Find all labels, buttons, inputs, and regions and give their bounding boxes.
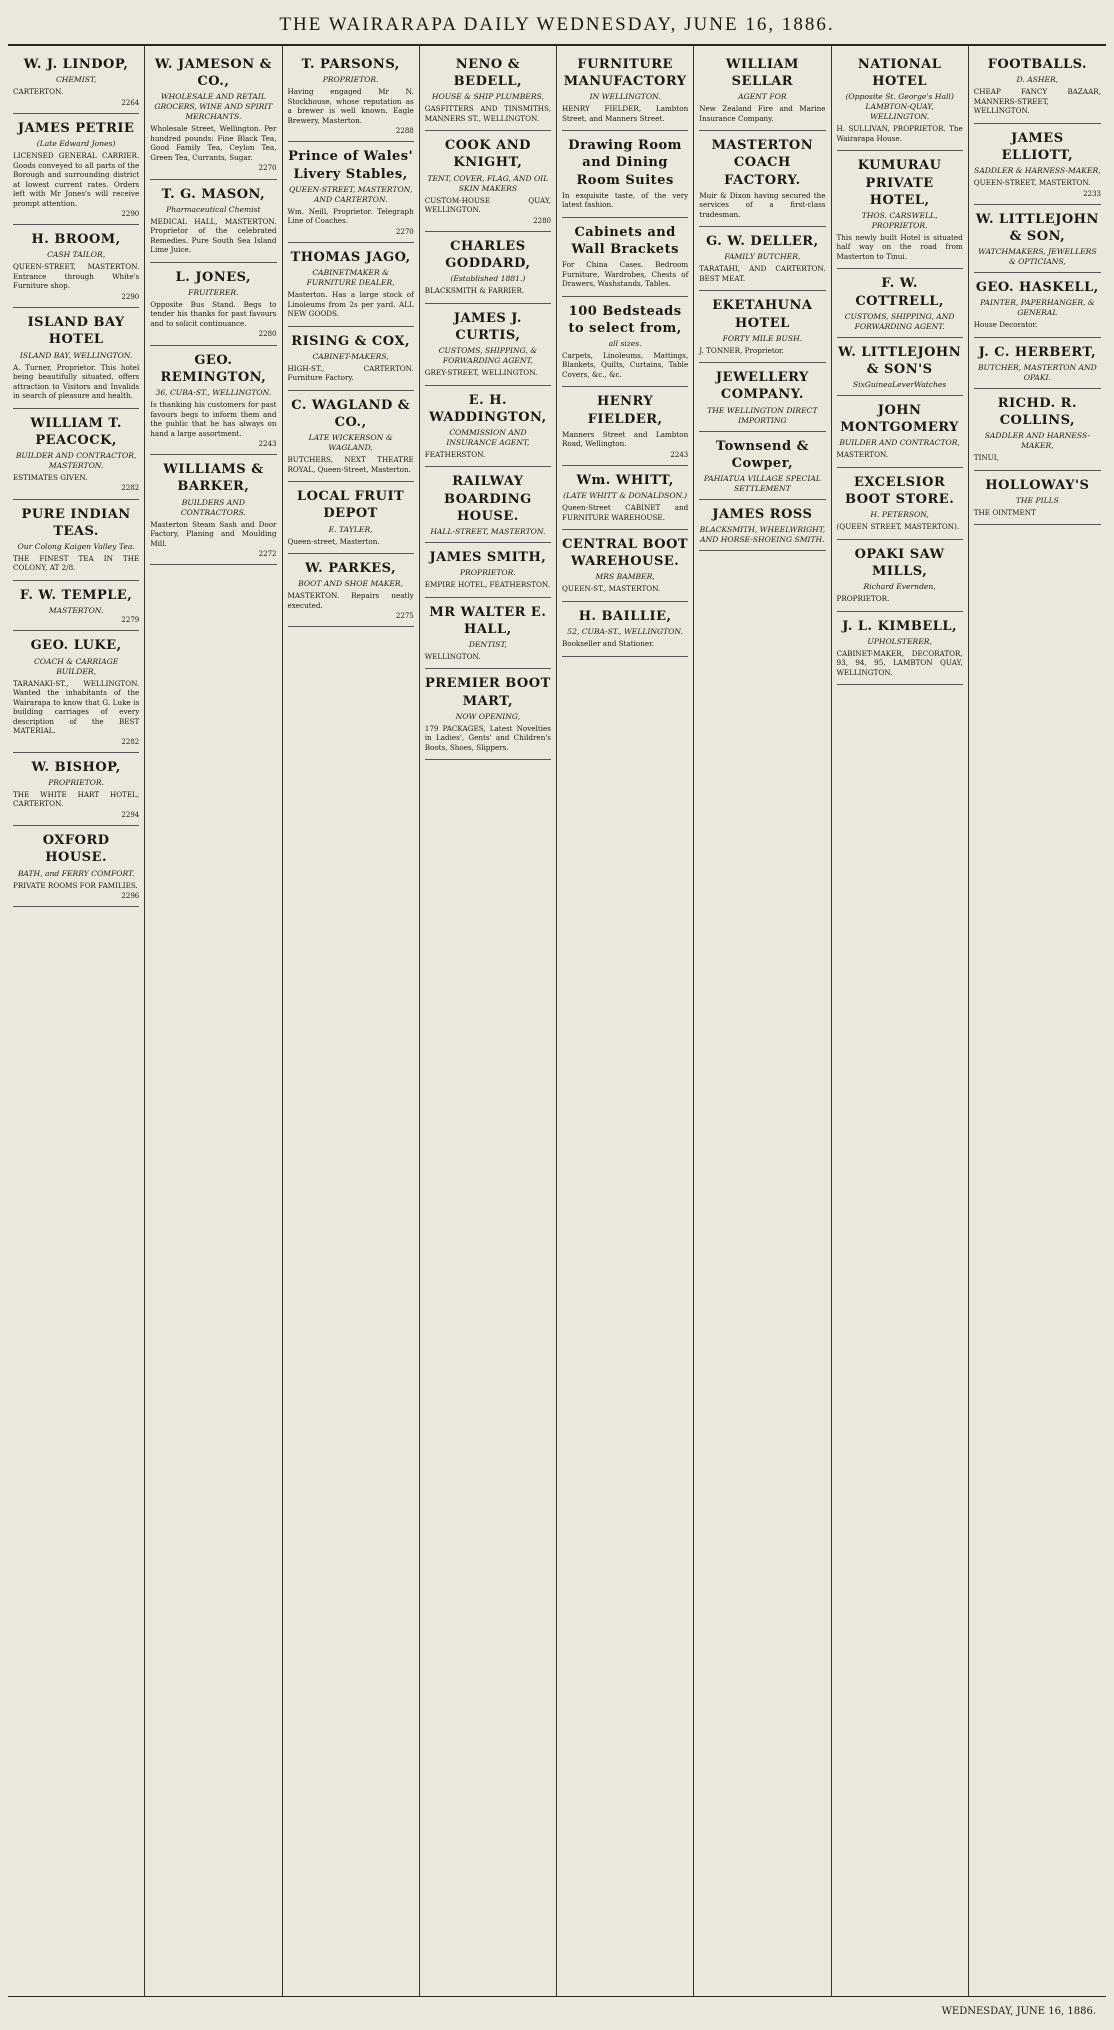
advertisement (13, 631, 139, 752)
ad-subtitle: PROPRIETOR. (48, 777, 105, 787)
ad-subtitle: AGENT FOR (738, 92, 787, 102)
ad-subtitle: HOUSE & SHIP PLUMBERS, (431, 92, 544, 102)
ad-number: 2243 (670, 450, 689, 459)
advertisement (974, 273, 1101, 338)
ad-body: THE WHITE HART HOTEL, CARTERTON. (13, 789, 140, 809)
ad-subtitle: all sizes. (608, 338, 642, 348)
ad-subtitle: Pharmaceutical Chemist (166, 204, 261, 214)
ad-body: BLACKSMITH & FARRIER. (424, 286, 525, 296)
ad-body: CHEAP FANCY BAZAAR, MANNERS-STREET, WELLINGTON. (973, 87, 1101, 116)
ad-subtitle: CABINET-MAKERS, (312, 351, 389, 361)
ad-body: MEDICAL HALL, MASTERTON. Proprietor of the celebrated Remedies. Pure South Sea Island Lime Juice. (150, 216, 277, 255)
ad-title: KUMURAU PRIVATE HOTEL, (857, 158, 942, 208)
ad-subtitle: LATE WICKERSON & WAGLAND, (308, 433, 393, 453)
ad-title: JOHN MONTGOMERY (840, 403, 959, 436)
advertisement (150, 263, 276, 346)
ad-title: GEO. LUKE, (30, 638, 122, 654)
ad-title: JEWELLERY COMPANY. (715, 370, 809, 403)
ad-subtitle: D. ASHER, (1016, 75, 1059, 85)
ad-subtitle: ISLAND BAY, WELLINGTON. (19, 350, 133, 360)
column-3 (283, 46, 420, 1996)
ad-subtitle: Richard Evernden, (863, 582, 936, 591)
ad-title: GEO. HASKELL, (975, 280, 1099, 296)
advertisement (425, 131, 551, 232)
ad-body: For China Cases. Bedroom Furniture, Wardrobes, Chests of Drawers, Washstands, Tables. (562, 260, 689, 289)
advertisement (974, 50, 1101, 124)
advertisement (288, 243, 414, 327)
ad-subtitle: FORTY MILE BUSH. (722, 333, 803, 343)
ad-number: 2272 (258, 550, 277, 559)
ad-title: G. W. DELLER, (706, 234, 819, 250)
ad-number: 2270 (258, 164, 277, 173)
advertisement (837, 338, 963, 396)
advertisement (974, 338, 1101, 389)
ad-title: RISING & COX, (291, 333, 410, 349)
column-5 (557, 46, 694, 1996)
advertisement (562, 530, 688, 602)
advertisement (562, 602, 688, 657)
ad-subtitle: THOS. CARSWELL, PROPRIETOR. (861, 210, 938, 230)
ad-body: Bookseller and Stationer. (562, 639, 655, 649)
ad-subtitle: COMMISSION AND INSURANCE AGENT, (446, 427, 530, 447)
ad-title: FOOTBALLS. (987, 57, 1088, 72)
advertisement (13, 581, 139, 631)
ad-body: Opposite Bus Stand. Begs to tender his thanks for past favours and to solicit continuance. (150, 299, 277, 328)
advertisement (562, 387, 688, 466)
ad-title: E. H. WADDINGTON, (429, 392, 547, 425)
ad-title: EKETAHUNA HOTEL (712, 298, 813, 331)
ad-title: MASTERTON COACH FACTORY. (711, 138, 814, 188)
ad-number: 2279 (121, 616, 140, 625)
ad-subtitle: UPHOLSTERER, (867, 636, 932, 646)
advertisement (288, 142, 414, 243)
ad-body: PROPRIETOR. (836, 594, 890, 604)
ad-title: NATIONAL HOTEL (857, 57, 942, 90)
column-6 (694, 46, 831, 1996)
ad-title: NENO & BEDELL, (453, 57, 523, 90)
advertisement (974, 124, 1101, 205)
advertisement (425, 467, 551, 542)
ad-number: 2294 (121, 810, 140, 819)
ad-title: W. JAMESON & CO., (154, 57, 272, 90)
ad-number: 2280 (533, 216, 551, 225)
ad-title: W. BISHOP, (31, 759, 121, 775)
ad-number: 2296 (121, 892, 140, 901)
ad-body: Carpets, Linoleums, Mattings, Blankets, Quilts, Curtains, Table Covers, &c., &c. (562, 350, 689, 379)
column-4 (420, 46, 557, 1996)
ad-number: 2290 (121, 210, 140, 219)
ad-title: JAMES SMITH, (429, 549, 547, 565)
advertisement (150, 50, 276, 180)
ad-body: Muir & Dixon having secured the services of a first-class tradesman. (699, 190, 826, 219)
advertisement (837, 50, 963, 151)
ad-number: 2290 (121, 292, 140, 301)
advertisement (837, 468, 963, 540)
ad-body: BUTCHERS, NEXT THEATRE ROYAL, Queen-Street, Masterton. (287, 455, 414, 474)
advertisement (837, 396, 963, 468)
ad-body: LICENSED GENERAL CARRIER. Goods conveyed to all parts of the Borough and surrounding district at lowest current rates. Orders left with Mr Jones's will receive prompt attention. (13, 151, 140, 208)
ad-title: MR WALTER E. HALL, (429, 604, 547, 637)
ad-title: J. C. HERBERT, (978, 344, 1097, 360)
ad-title: Townsend & Cowper, (715, 438, 809, 471)
advertisement (288, 50, 414, 142)
ad-subtitle: CHEMIST, (55, 75, 97, 85)
ad-title: Cabinets and Wall Brackets (571, 224, 679, 257)
advertisement (425, 304, 551, 386)
ad-subtitle: WATCHMAKERS, JEWELLERS & OPTICIANS, (978, 247, 1097, 267)
ad-subtitle: BATH, and FERRY COMFORT. (17, 868, 135, 878)
ad-body: TARATAHI, AND CARTERTON. BEST MEAT. (699, 264, 826, 283)
advertisement (699, 291, 825, 363)
ad-body: MASTERTON. (836, 450, 889, 460)
ad-body: HENRY FIELDER, Lambton Street, and Manners Street. (562, 104, 689, 123)
ad-subtitle: FRUITERER. (188, 287, 239, 297)
ad-body: TINUI, (973, 453, 999, 463)
ad-body: In exquisite taste, of the very latest fashion. (562, 190, 689, 210)
ad-subtitle: BOOT AND SHOE MAKER, (298, 579, 404, 589)
ad-subtitle: Our Colong Kaigen Valley Tea. (17, 541, 135, 551)
advertisement (13, 308, 139, 408)
ad-subtitle: COACH & CARRIAGE BUILDER, (33, 656, 119, 676)
advertisement (699, 227, 825, 291)
column-1 (8, 46, 145, 1996)
advertisement (150, 455, 276, 565)
ad-body: (QUEEN STREET, MASTERTON). (836, 522, 960, 532)
ad-title: C. WAGLAND & CO., (291, 397, 411, 430)
ad-body: FEATHERSTON. (424, 449, 486, 459)
ad-body: Wholesale Street, Wellington. Per hundred pounds: Fine Black Tea, Good Family Tea, Ceylon Tea, Green Tea, Currants, Sugar. (150, 124, 277, 162)
advertisement (13, 114, 139, 225)
ad-number: 2233 (1083, 189, 1101, 198)
ad-title: J. L. KIMBELL, (842, 618, 958, 634)
ad-title: THOMAS JAGO, (290, 249, 411, 265)
ad-title: 100 Bedsteads to select from, (568, 303, 682, 336)
ad-body: GASFITTERS AND TINSMITHS, MANNERS ST., WELLINGTON. (424, 104, 551, 123)
advertisement (425, 543, 551, 598)
ad-body: HIGH-ST., CARTERTON. Furniture Factory. (287, 363, 414, 383)
ad-subtitle: SADDLER & HARNESS-MAKER, (974, 165, 1101, 175)
ad-title: W. PARKES, (305, 561, 397, 577)
advertisement (562, 466, 688, 530)
ad-body: CABINET-MAKER, DECORATOR, 93, 94, 95, LAMBTON QUAY, WELLINGTON. (836, 648, 963, 677)
ad-subtitle: WHOLESALE AND RETAIL GROCERS, WINE AND SPIRIT MERCHANTS. (154, 92, 273, 122)
ad-title: WILLIAM SELLAR (725, 57, 799, 90)
advertisement (13, 753, 139, 826)
ad-title: F. W. COTTRELL, (855, 276, 944, 309)
ad-title: JAMES ROSS (712, 506, 813, 522)
advertisement (13, 409, 139, 500)
advertisement (425, 386, 551, 468)
ad-number: 2288 (395, 127, 414, 136)
ad-subtitle: PROPRIETOR. (322, 75, 379, 85)
ad-subtitle: SixGuineaLeverWatches (852, 380, 947, 390)
ad-title: JAMES ELLIOTT, (1001, 130, 1074, 163)
ad-title: T. G. MASON, (161, 186, 266, 202)
ad-number: 2270 (395, 227, 414, 236)
ad-subtitle: BUTCHER, MASTERTON AND OPAKI. (977, 362, 1097, 382)
ad-subtitle: FAMILY BUTCHER, (724, 252, 801, 262)
ad-subtitle: THE PILLS (1015, 495, 1059, 505)
column-2 (145, 46, 282, 1996)
ad-body: This newly built Hotel is situated half way on the road from Masterton to Tinui. (836, 232, 963, 261)
advertisement (837, 612, 963, 686)
ad-subtitle: 52, CUBA-ST., WELLINGTON. (567, 627, 683, 637)
ad-body: EMPIRE HOTEL, FEATHERSTON. (424, 580, 550, 590)
ad-subtitle: QUEEN-STREET, MASTERTON, AND CARTERTON. (288, 184, 413, 204)
ad-body: PRIVATE ROOMS FOR FAMILIES. (13, 880, 138, 890)
advertisement (13, 225, 139, 308)
advertisement (288, 391, 414, 482)
ad-subtitle: IN WELLINGTON. (589, 92, 661, 102)
ad-number: 2282 (121, 484, 140, 493)
ad-subtitle: H. PETERSON, (870, 510, 929, 520)
ad-subtitle: PAINTER, PAPERHANGER, & GENERAL (980, 298, 1095, 318)
ad-title: HOLLOWAY'S (985, 477, 1090, 493)
ad-subtitle: THE WELLINGTON DIRECT IMPORTING (707, 405, 818, 425)
ad-subtitle: MASTERTON. (48, 606, 104, 616)
ad-body: QUEEN-STREET, MASTERTON. Entrance through White's Furniture shop. (13, 262, 140, 291)
advertisement (974, 471, 1101, 526)
advertisement (150, 346, 276, 456)
ad-subtitle: (Opposite St. George's Hall) LAMBTON-QUAY, WELLINGTON. (845, 92, 954, 122)
advertisement (562, 50, 688, 131)
ad-body: GREY-STREET, WELLINGTON. (424, 368, 538, 378)
column-8 (969, 46, 1106, 1996)
ad-title: HENRY FIELDER, (587, 394, 663, 427)
advertisement (288, 327, 414, 391)
ad-subtitle: 36, CUBA-ST., WELLINGTON. (155, 387, 272, 397)
advertisement (699, 432, 825, 500)
ad-body: A. Turner, Proprietor. This hotel being beautifully situated, offers attraction to Visitors and Invalids in search of pleasure and health. (13, 362, 140, 401)
ad-body: New Zealand Fire and Marine Insurance Company. (699, 104, 826, 123)
ad-body: Queen-street, Masterton. (287, 536, 380, 546)
ad-title: ISLAND BAY HOTEL (27, 315, 125, 348)
advertisement (13, 500, 139, 581)
ad-body: MASTERTON. Repairs neatly executed. (287, 591, 414, 610)
ad-title: JAMES PETRIE (17, 120, 135, 136)
advertisement (425, 598, 551, 670)
ad-body: WELLINGTON. (424, 651, 481, 661)
ad-subtitle: PAHIATUA VILLAGE SPECIAL SETTLEMENT (703, 473, 821, 493)
ad-body: 179 PACKAGES, Latest Novelties in Ladies', Gents' and Children's Boots, Shoes, Slippers. (424, 723, 551, 752)
ad-body: QUEEN-ST., MASTERTON. (562, 584, 661, 594)
ad-title: H. BROOM, (31, 232, 121, 248)
ad-subtitle: (LATE WHITT & DONALDSON.) (563, 491, 688, 501)
ad-title: RICHD. R. COLLINS, (997, 395, 1077, 429)
ad-body: Queen-Street CABINET and FURNITURE WAREHOUSE. (562, 503, 689, 522)
ad-subtitle: E. TAYLER, (328, 524, 373, 534)
advertisement (837, 151, 963, 269)
ad-number: 2280 (258, 330, 277, 339)
ad-title: F. W. TEMPLE, (19, 587, 133, 603)
ad-subtitle: (Late Edward Jones) (36, 139, 116, 149)
footer-date: WEDNESDAY, JUNE 16, 1886. (941, 2005, 1096, 2017)
ad-title: WILLIAMS & BARKER, (163, 462, 264, 495)
column-7 (832, 46, 969, 1996)
ad-title: W. J. LINDOP, (23, 57, 129, 72)
ad-body: TARANAKI-ST., WELLINGTON. Wanted the inhabitants of the Wairarapa to know that G. Luke is building carriages of every description of the BEST MATERIAL. (13, 678, 140, 736)
ad-subtitle: PROPRIETOR. (459, 568, 516, 578)
ad-title: OXFORD HOUSE. (42, 833, 110, 866)
ad-title: Wm. WHITT, (576, 472, 674, 488)
ad-subtitle: BUILDER AND CONTRACTOR, MASTERTON. (15, 450, 137, 470)
ad-subtitle: CUSTOMS, SHIPPING, AND FORWARDING AGENT. (844, 311, 955, 331)
ad-subtitle: BUILDER AND CONTRACTOR, (839, 438, 960, 448)
ad-title: WILLIAM T. PEACOCK, (30, 415, 122, 448)
ad-body: CUSTOM-HOUSE QUAY, WELLINGTON. (424, 195, 551, 215)
ad-title: Drawing Room and Dining Room Suites (568, 138, 682, 188)
ad-body: J. TONNER, Proprietor. (699, 345, 784, 355)
ad-number: 2282 (121, 737, 140, 746)
ad-number: 2275 (395, 612, 414, 621)
advertisement (562, 297, 688, 388)
advertisement (425, 669, 551, 760)
ad-body: House Decorator. (973, 320, 1038, 330)
advertisement (425, 232, 551, 304)
ad-body: Masterton. Has a large stock of Linoleums from 2s per yard. ALL NEW GOODS. (287, 290, 414, 319)
ad-body: THE OINTMENT (973, 507, 1036, 517)
advertisement (699, 500, 825, 551)
ad-body: THE FINEST TEA IN THE COLONY, AT 2/8. (13, 553, 140, 573)
ad-body: ESTIMATES GIVEN. (13, 472, 88, 482)
ad-title: W. LITTLEJOHN & SON'S (838, 344, 962, 377)
ad-body: H. SULLIVAN, PROPRIETOR. The Wairarapa House. (836, 124, 963, 143)
advertisement (837, 540, 963, 612)
ad-title: Prince of Wales' Livery Stables, (288, 149, 414, 182)
ad-title: OPAKI SAW MILLS, (854, 546, 945, 579)
advertisement (13, 50, 139, 114)
ad-subtitle: CUSTOMS, SHIPPING, & FORWARDING AGENT, (438, 346, 538, 366)
advertisement (150, 180, 276, 263)
ad-title: T. PARSONS, (301, 57, 400, 72)
ad-subtitle: BUILDERS AND CONTRACTORS. (180, 497, 246, 517)
ad-title: PREMIER BOOT MART, (425, 676, 551, 709)
ad-body: Manners Street and Lambton Road, Wellington. (562, 429, 689, 449)
ad-title: LOCAL FRUIT DEPOT (297, 489, 405, 522)
advertisement (837, 269, 963, 337)
ad-subtitle: MRS BAMBER, (595, 572, 655, 582)
ad-number: 2243 (258, 440, 277, 448)
ad-body: Is thanking his customers for past favours begs to inform them and the public that he has always on hand a large assortment. (150, 400, 277, 438)
ad-title: COOK AND KNIGHT, (444, 138, 531, 171)
ad-body: QUEEN-STREET, MASTERTON. (973, 178, 1091, 187)
ad-subtitle: BLACKSMITH, WHEELWRIGHT, AND HORSE-SHOEING SMITH. (699, 525, 826, 545)
advertisement (699, 50, 825, 131)
advertisement (699, 131, 825, 227)
ad-body: Masterton Steam Sash and Door Factory, Planing and Moulding Mill. (150, 519, 277, 548)
advertisement (425, 50, 551, 131)
advertisement (562, 131, 688, 217)
advertisement (288, 482, 414, 554)
ad-body: Wm. Neill, Proprietor. Telegraph Line of Coaches. (287, 206, 414, 226)
ad-subtitle: (Established 1881.) (450, 274, 526, 284)
ad-title: PURE INDIAN TEAS. (21, 506, 131, 539)
ad-subtitle: TENT, COVER, FLAG, AND OIL SKIN MAKERS (427, 173, 549, 193)
ad-title: RAILWAY BOARDING HOUSE. (443, 474, 532, 524)
ad-title: EXCELSIOR BOOT STORE. (845, 474, 955, 508)
page-footer (8, 1997, 1106, 2025)
ad-title: W. LITTLEJOHN & SON, (975, 211, 1099, 244)
ad-title: FURNITURE MANUFACTORY (563, 57, 687, 90)
ad-subtitle: CASH TAILOR, (47, 250, 106, 260)
masthead-title: THE WAIRARAPA DAILY WEDNESDAY, JUNE 16, 1886. (279, 14, 835, 35)
ad-title: CENTRAL BOOT WAREHOUSE. (562, 537, 689, 570)
ad-subtitle: SADDLER AND HARNESS-MAKER, (984, 431, 1091, 451)
ad-title: JAMES J. CURTIS, (453, 310, 522, 343)
ad-body: Having engaged Mr N. Stockhouse, whose reputation as a brewer is well known. Eagle Brewery, Masterton. (287, 87, 414, 125)
advertisement (13, 826, 139, 907)
advertisement (288, 554, 414, 627)
ad-number: 2264 (121, 98, 140, 107)
ad-subtitle: NOW OPENING, (455, 711, 521, 721)
ad-subtitle: DENTIST, (468, 639, 507, 649)
ad-subtitle: CABINETMAKER & FURNITURE DEALER, (306, 268, 395, 288)
ad-title: GEO. REMINGTON, (160, 352, 267, 385)
ad-title: L. JONES, (175, 269, 252, 285)
advertisement (699, 363, 825, 431)
masthead (8, 6, 1106, 46)
ad-title: H. BAILLIE, (578, 608, 672, 624)
ad-subtitle: HALL-STREET, MASTERTON. (430, 526, 546, 536)
ad-title: CHARLES GODDARD, (445, 238, 531, 272)
advertisement (974, 389, 1101, 471)
advertisement (974, 205, 1101, 273)
advert-columns (8, 46, 1106, 1997)
advertisement (562, 218, 688, 297)
ad-body: CARTERTON. (13, 87, 64, 97)
